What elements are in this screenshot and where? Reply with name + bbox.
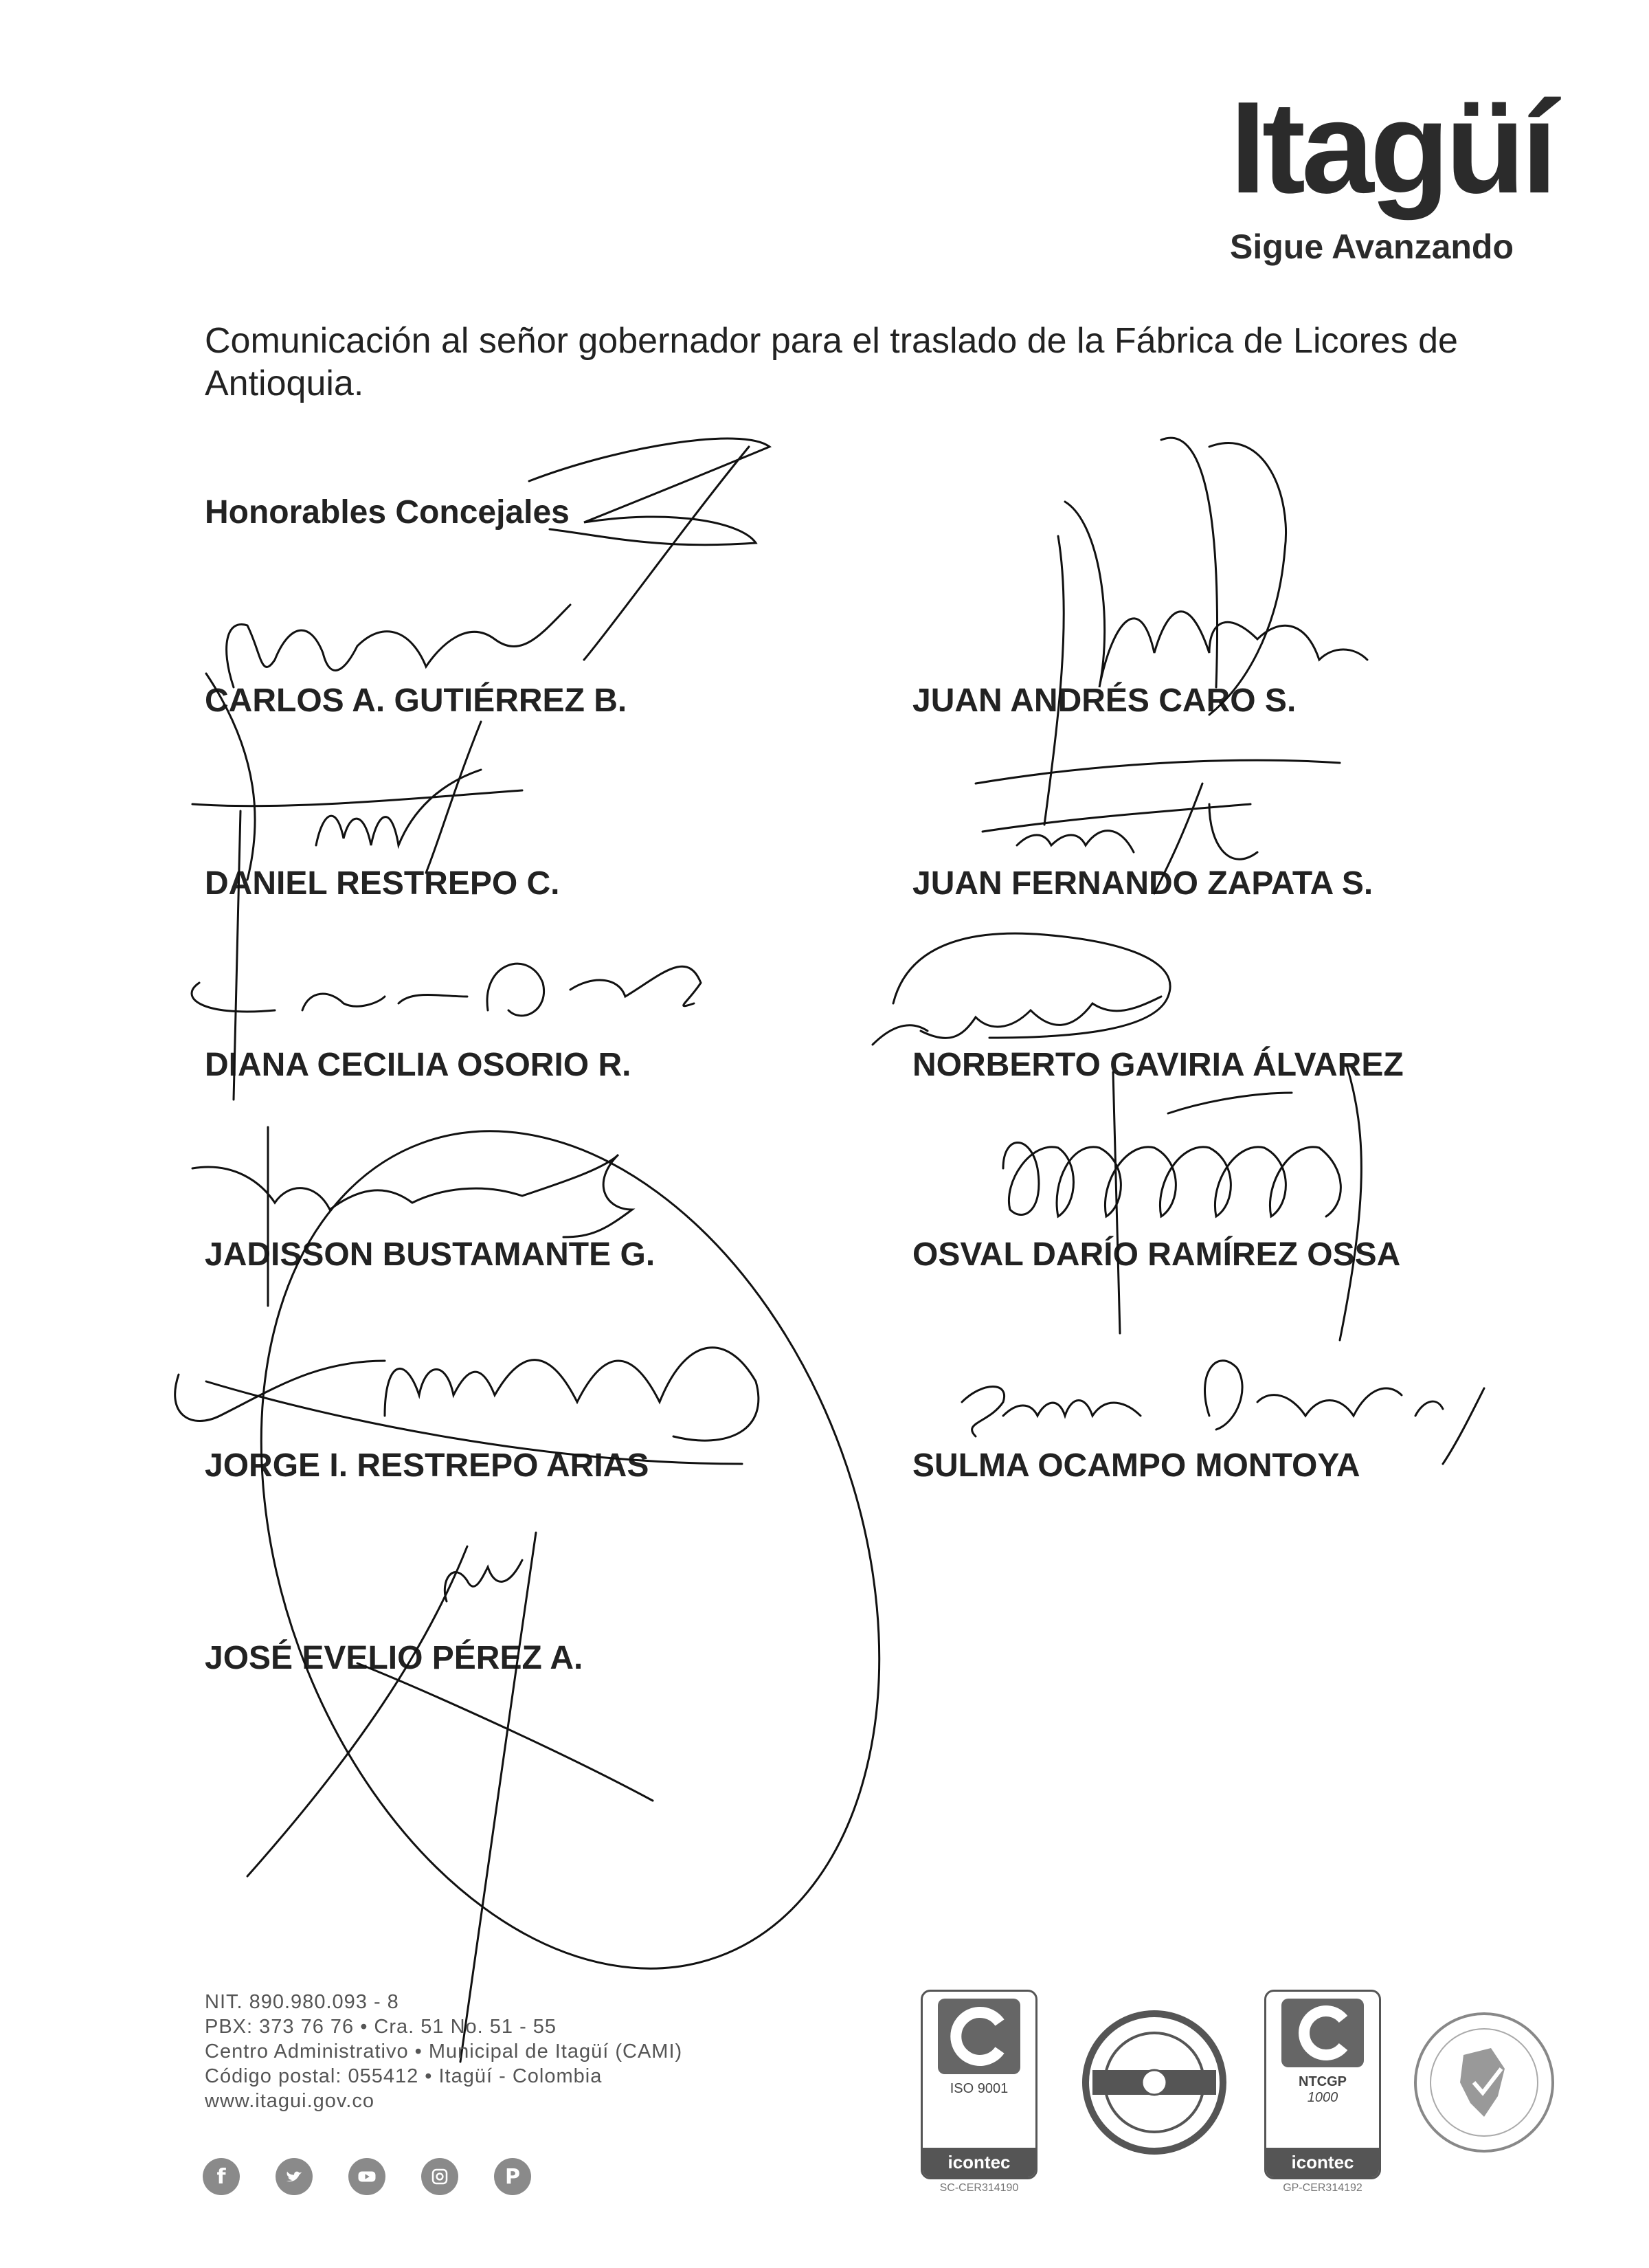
ntcgp-number: 1000 (1307, 2090, 1338, 2105)
icontec-logo-icon (1275, 1992, 1371, 2074)
ntcgp-code: GP-CER314192 (1283, 2182, 1362, 2194)
signatory-name: JOSÉ EVELIO PÉREZ A. (205, 1640, 583, 1676)
signatory-name: JORGE I. RESTREPO ARIAS (205, 1447, 649, 1484)
signatory-name: CARLOS A. GUTIÉRREZ B. (205, 682, 627, 719)
footer-nit: NIT. 890.980.093 - 8 (205, 1991, 399, 2013)
iso-9001-seal (921, 1990, 1037, 2194)
iqnet-seal-icon (1079, 2007, 1230, 2158)
signature-carlos (206, 605, 570, 880)
signatory-name: DANIEL RESTREPO C. (205, 865, 560, 902)
instagram-icon[interactable] (421, 2158, 458, 2195)
iso-issuer: icontec (923, 2148, 1035, 2177)
signatory-name: JADISSON BUSTAMANTE G. (205, 1236, 655, 1273)
iqnet-seal (1079, 2007, 1230, 2158)
logo-wordmark: Itagüí (1230, 75, 1553, 221)
iso-code: SC-CER314190 (939, 2182, 1019, 2194)
signature-jadisson (151, 1044, 989, 2055)
signatory-name: JUAN FERNANDO ZAPATA S. (912, 865, 1373, 902)
footer-center: Centro Administrativo • Municipal de Itagüí (CAMI) (205, 2041, 683, 2063)
ntcgp-1000-seal (1264, 1990, 1381, 2194)
ntcgp-issuer: icontec (1266, 2148, 1379, 2177)
gestion-calidad-seal (1409, 2007, 1560, 2158)
footer-contact (205, 1990, 754, 2113)
signatory-name: DIANA CECILIA OSORIO R. (205, 1047, 631, 1083)
footer-postal: Código postal: 055412 • Itagüí - Colombia (205, 2065, 603, 2087)
footer-pbx: PBX: 373 76 76 • Cra. 51 No. 51 - 55 (205, 2016, 557, 2038)
signatory-name: OSVAL DARÍO RAMÍREZ OSSA (912, 1236, 1401, 1273)
itagui-logo (1230, 75, 1560, 275)
pinterest-icon[interactable]: P (494, 2158, 531, 2195)
icontec-logo-icon (931, 1992, 1027, 2081)
youtube-icon[interactable] (348, 2158, 385, 2195)
section-heading: Honorables Concejales (205, 494, 570, 531)
signature-jose (247, 1533, 653, 2062)
document-subject: Comunicación al señor gobernador para el traslado de la Fábrica de Licores de Antioquia. (205, 321, 1458, 403)
facebook-icon[interactable]: f (203, 2158, 240, 2195)
signatory-name: NORBERTO GAVIRIA ÁLVAREZ (912, 1047, 1404, 1083)
signatory-name: SULMA OCAMPO MONTOYA (912, 1447, 1360, 1484)
signature-osval (1003, 1065, 1361, 1340)
colombia-map-seal-icon (1409, 2007, 1560, 2158)
logo-tagline: Sigue Avanzando (1230, 227, 1514, 266)
signatory-name: JUAN ANDRÉS CARO S. (912, 682, 1297, 719)
twitter-icon[interactable] (276, 2158, 313, 2195)
signature-norberto (873, 933, 1170, 1045)
signature-diana (192, 964, 701, 1016)
signature-concejales (529, 438, 770, 660)
footer-website[interactable]: www.itagui.gov.co (205, 2090, 374, 2112)
signature-juan-andres (1044, 438, 1367, 825)
iso-label: ISO 9001 (950, 2081, 1009, 2096)
ntcgp-label: NTCGP (1299, 2074, 1347, 2089)
social-links (203, 2158, 531, 2195)
